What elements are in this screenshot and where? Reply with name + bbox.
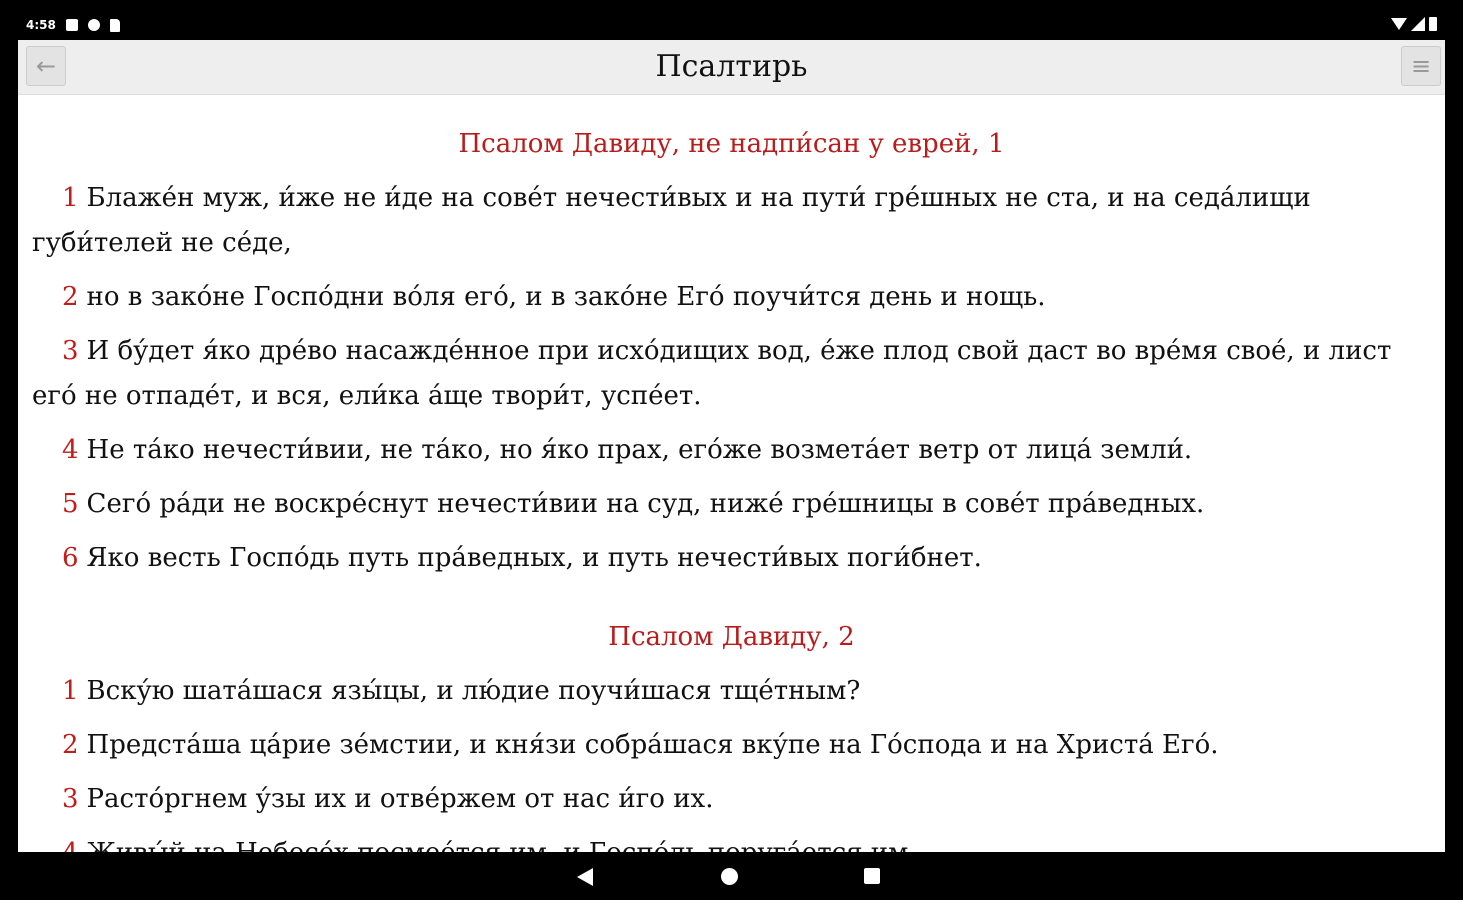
- verse-text: И бу́дет я́ко дре́во насажде́нное при исхо́дищих вод, е́же плод свой даст во вре́мя свое́, и лист его́ не отпаде́т, и вся, ели́ка а́ще твори́т, успе́ет.: [32, 336, 1392, 411]
- verse-number: 4: [62, 435, 79, 465]
- verse: [32, 669, 1431, 714]
- notification-icon: [66, 19, 78, 31]
- battery-icon: [1429, 17, 1437, 31]
- arrow-left-icon: ←: [35, 52, 57, 80]
- psalm-section: [18, 619, 1445, 876]
- verse-number: 3: [62, 784, 79, 814]
- psalm-section: [18, 126, 1445, 581]
- verse: [32, 428, 1431, 473]
- verse-number: 5: [62, 489, 79, 519]
- verse-number: 1: [62, 676, 79, 706]
- nav-back-icon[interactable]: [577, 868, 593, 886]
- status-left: [26, 18, 120, 32]
- verse-number: 2: [62, 730, 79, 760]
- sd-card-icon: [110, 19, 120, 32]
- verse-text: Вску́ю шата́шася язы́цы, и лю́дие поучи́шася тще́тным?: [86, 676, 861, 706]
- verse-number: 6: [62, 543, 79, 573]
- status-bar: [18, 12, 1445, 40]
- verse-text: но в зако́не Госпо́дни во́ля его́, и в зако́не Его́ поучи́тся день и нощь.: [86, 282, 1046, 312]
- verse-text: Не та́ко нечести́вии, не та́ко, но я́ко прах, его́же возмета́ет ветр от лица́ земли́.: [86, 435, 1193, 465]
- status-time: 4:58: [26, 18, 56, 32]
- verse-text: Предста́ша ца́рие зе́мстии, и кня́зи собра́шася вку́пе на Го́спода и на Христа́ Его́.: [86, 730, 1219, 760]
- psalm-title: Псалом Давиду, 2: [608, 622, 855, 652]
- wifi-icon: [1391, 18, 1407, 30]
- verse-number: 2: [62, 282, 79, 312]
- verse: [32, 275, 1431, 320]
- verse-text: Растóргнем у́зы их и отве́ржем от нас и́го их.: [86, 784, 714, 814]
- verse: [32, 777, 1431, 822]
- psalter-content[interactable]: [18, 94, 1445, 852]
- sync-icon: [88, 19, 100, 31]
- menu-button[interactable]: [1401, 46, 1441, 86]
- verse: [32, 723, 1431, 768]
- verse-text: Блаже́н муж, и́же не и́де на сове́т нечести́вых и на пути́ гре́шных не ста, и на седа́лищи губи́телей не се́де,: [32, 183, 1311, 258]
- status-right: [1391, 17, 1437, 31]
- verse-text: Сего́ ра́ди не воскре́снут нечести́вии на суд, ниже́ гре́шницы в сове́т пра́ведных.: [86, 489, 1205, 519]
- page-title: Псалтирь: [655, 49, 808, 84]
- toolbar: [18, 40, 1445, 95]
- back-button[interactable]: [26, 46, 66, 86]
- verse: [32, 482, 1431, 527]
- hamburger-menu-icon: ≡: [1410, 52, 1432, 80]
- verse-number: 1: [62, 183, 79, 213]
- nav-home-icon[interactable]: [721, 868, 738, 885]
- nav-recent-apps-icon[interactable]: [864, 868, 880, 884]
- verse: [32, 176, 1431, 266]
- verse: [32, 536, 1431, 581]
- psalm-title: Псалом Давиду, не надпи́сан у еврей, 1: [458, 129, 1005, 159]
- signal-icon: [1411, 17, 1425, 31]
- verse: [32, 329, 1431, 419]
- app-window: [18, 40, 1445, 852]
- navigation-bar: [18, 852, 1445, 900]
- verse-number: 3: [62, 336, 79, 366]
- verse-text: Яко весть Госпо́дь путь пра́ведных, и путь нечести́вых поги́бнет.: [86, 543, 982, 573]
